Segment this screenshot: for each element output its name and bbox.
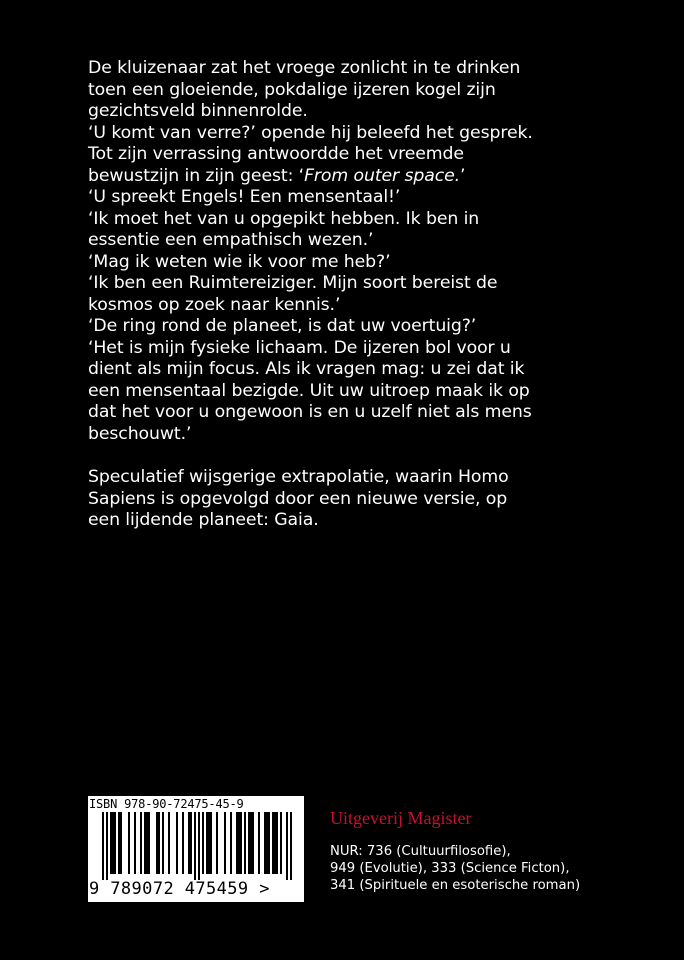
barcode-bar: [128, 812, 130, 874]
barcode-bar: [216, 812, 218, 874]
barcode-bar: [106, 812, 108, 880]
blurb-line: ‘Ik moet het van u opgepikt hebben. Ik ben in: [88, 208, 480, 229]
blurb-line: Tot zijn verrassing antwoordde het vreemde: [88, 144, 464, 164]
blurb-line: ‘Het is mijn fysieke lichaam. De ijzeren bol voor u: [88, 337, 511, 358]
barcode-bar: [158, 812, 160, 874]
blurb-line: ‘Mag ik weten wie ik voor me heb?’: [88, 251, 391, 272]
blurb-line: kosmos op zoek naar kennis.’: [88, 294, 341, 315]
blurb-line: een mensentaal bezigde. Uit uw uitroep maak ik op: [88, 380, 530, 401]
barcode-bar: [198, 812, 200, 880]
barcode-bar: [206, 812, 208, 874]
barcode-bar: [230, 812, 232, 874]
barcode-bar: [146, 812, 148, 874]
isbn-barcode: [88, 796, 304, 902]
blurb-line: essentie een empathisch wezen.’: [88, 230, 374, 250]
blurb-line: toen een gloeiende, pokdalige ijzeren kogel zijn: [88, 79, 496, 100]
nur-classification: [330, 843, 580, 894]
barcode-bar: [290, 812, 292, 880]
barcode-bar: [210, 812, 212, 874]
ean-quiet-mark: >: [259, 879, 270, 899]
barcode-bar: [252, 812, 254, 874]
barcode-bar: [240, 812, 242, 874]
barcode-bar: [134, 812, 136, 874]
blurb-line: een lijdende planeet: Gaia.: [88, 510, 319, 530]
publisher-name: Uitgeverij Magister: [330, 808, 472, 828]
barcode-bar: [120, 812, 122, 874]
barcode-bar: [286, 812, 288, 880]
blurb-line: Sapiens is opgevolgd door een nieuwe versie, op: [88, 488, 508, 509]
barcode-bar: [182, 812, 184, 874]
barcode-bar: [188, 812, 190, 874]
barcode-bar: [272, 812, 274, 874]
blurb-line: gezichtsveld binnenrolde.: [88, 101, 308, 121]
ean-digits-right: 475459: [184, 879, 249, 899]
ean-digit-first: 9: [89, 879, 100, 899]
barcode-bar: [176, 812, 178, 874]
barcode-bar: [258, 812, 260, 874]
barcode-bar: [266, 812, 268, 874]
nur-line: 949 (Evolutie), 333 (Science Ficton),: [330, 861, 570, 876]
barcode-bar: [156, 812, 158, 874]
blurb-line: ‘Ik ben een Ruimtereiziger. Mijn soort bereist de: [88, 273, 498, 293]
nur-line: 341 (Spirituele en esoterische roman): [330, 878, 581, 893]
barcode-bar: [144, 812, 146, 874]
barcode-bars: [88, 812, 304, 882]
barcode-bar: [194, 812, 196, 880]
barcode-bar: [248, 812, 250, 874]
barcode-bar: [280, 812, 282, 874]
barcode-bar: [244, 812, 246, 874]
barcode-bar: [268, 812, 270, 874]
barcode-bar: [224, 812, 226, 874]
barcode-bar: [276, 812, 278, 874]
barcode-bar: [114, 812, 116, 874]
back-cover-blurb: [88, 58, 628, 532]
barcode-bar: [238, 812, 240, 874]
barcode-bar: [264, 812, 266, 874]
blurb-line: dient als mijn focus. Als ik vragen mag: u zei dat ik: [88, 359, 525, 379]
isbn-label: ISBN 978-90-72475-45-9: [89, 797, 244, 811]
barcode-bar: [148, 812, 150, 874]
italic-phrase: From outer space.: [304, 165, 461, 186]
barcode-bar: [140, 812, 142, 874]
ean-digits: [89, 879, 270, 899]
barcode-bar: [274, 812, 276, 874]
barcode-bar: [162, 812, 164, 874]
blurb-line: ‘U spreekt Engels! Een mensentaal!’: [88, 187, 401, 207]
barcode-bar: [236, 812, 238, 874]
blurb-line: Speculatief wijsgerige extrapolatie, waarin Homo: [88, 467, 509, 487]
blurb-paragraph-1: [88, 58, 628, 445]
barcode-bar: [190, 812, 192, 874]
barcode-bar: [102, 812, 104, 880]
barcode-bar: [202, 812, 204, 874]
barcode-bar: [208, 812, 210, 874]
italic-line-suffix: ’: [460, 165, 466, 186]
barcode-bar: [250, 812, 252, 874]
blurb-line-with-italic: [88, 166, 628, 188]
nur-line: NUR: 736 (Cultuurfilosofie),: [330, 844, 511, 859]
blurb-line: dat het voor u ongewoon is en u uzelf niet als mens: [88, 402, 532, 422]
blurb-line: beschouwt.’: [88, 423, 192, 444]
barcode-bar: [110, 812, 112, 874]
blurb-line: ‘De ring rond de planeet, is dat uw voertuig?’: [88, 316, 477, 336]
barcode-bar: [112, 812, 114, 874]
barcode-bar: [118, 812, 120, 874]
italic-line-prefix: bewustzijn in zijn geest: ‘: [88, 165, 305, 186]
blurb-line: De kluizenaar zat het vroege zonlicht in te drinken: [88, 58, 521, 78]
blurb-paragraph-2: [88, 467, 628, 532]
barcode-bar: [168, 812, 170, 874]
blurb-line: ‘U komt van verre?’ opende hij beleefd het gesprek.: [88, 122, 533, 143]
ean-digits-left: 789072: [110, 879, 175, 899]
